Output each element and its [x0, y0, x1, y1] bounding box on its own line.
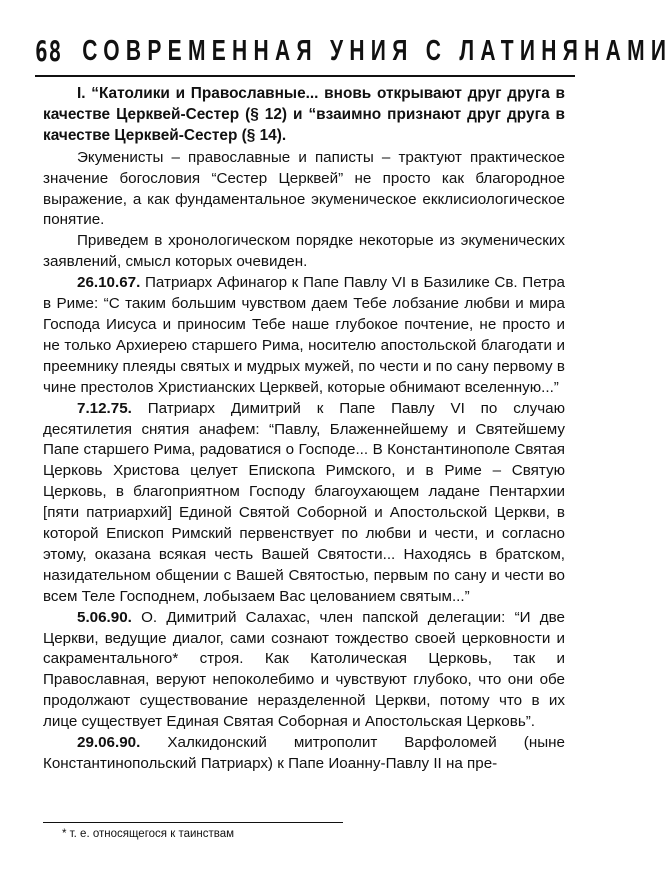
page-header: [35, 30, 672, 74]
intro-paragraph: Экуменисты – православные и паписты – трактуют практическое значение богословия “Сестер Церквей” не просто как благородное выражение, а как фундаментальное экуменическое екклисиологическое понятие.: [43, 148, 565, 229]
entry-date: 7.12.75.: [77, 399, 132, 417]
entry-text: О. Димитрий Салахас, член папской делегации: “И две Церкви, ведущие диалог, сами сознают тождество своей церковности и сакраментального* строя. Как Католическая Церковь, так и Православная, веруют непоколебимо и чувствуют глубоко, что они обе продолжают существование неразделенной Церкви, потому что в их лице существует Единая Святая Соборная и Апостольская Церковь”.: [43, 608, 565, 731]
chronology-paragraph: Приведем в хронологическом порядке некоторые из экуменических заявлений, смысл которых очевиден.: [43, 232, 565, 271]
entry-paragraph: [43, 399, 565, 608]
main-text: [43, 84, 565, 775]
footnote: * т. е. относящегося к таинствам: [62, 828, 235, 840]
header-rule: [35, 75, 575, 77]
entry-text: Патриарх Димитрий к Папе Павлу VI по случаю десятилетия снятия анафем: “Павлу, Блаженнейшему и Святейшему Папе старшего Рима, радоватися о Господе... В Константинополе Святая Церковь Христова целует Епископа Римского, и в Риме – Святую Церковь, в благоприятном Господу благоухающем ладане Пентархии [пяти патриархий] Единой Святой Соборной и Апостольской Церкви, в которой Епископ Римский первенствует по любви и чести, и согласно этому, оказана всякая честь Вашей Святости... Находясь в братском, назидательном общении с Вашей Святостью, первым по сану и чести во всем Теле Господнем, лобызаем Вас целованием святым...”: [43, 399, 565, 605]
entry-text: Патриарх Афинагор к Папе Павлу VI в Базилике Св. Петра в Риме: “С таким большим чувством даем Тебе лобзание любви и мира Господа Иисуса и приносим Тебе наше глубокое почтение, не просто и не только Архиерею старшего Рима, носителю апостольской благодати и преемнику плеяды святых и мудрых мужей, по чести и по сану первому в чине престолов Христианских Церквей, которые обнимают вселенную...”: [43, 274, 565, 396]
entry-paragraph: [43, 733, 565, 775]
entry-paragraph: [43, 608, 565, 733]
page-number: 68: [35, 35, 63, 69]
entry-text: Халкидонский митрополит Варфоломей (ныне Константинопольский Патриарх) к Папе Иоанну-Павлу II на пре-: [43, 734, 565, 772]
entry-date: 5.06.90.: [77, 608, 132, 626]
entry-date: 29.06.90.: [77, 734, 141, 752]
entry-date: 26.10.67.: [77, 274, 141, 292]
running-title: СОВРЕМЕННАЯ УНИЯ С ЛАТИНЯНАМИ: [82, 35, 672, 67]
footnote-rule: [43, 822, 343, 823]
entry-paragraph: [43, 273, 565, 398]
section-heading: I. “Католики и Православные... вновь открывают друг друга в качестве Церквей-Сестер (§ 12) и “взаимно признают друг друга в качестве Церквей-Сестер (§ 14).: [43, 85, 565, 144]
